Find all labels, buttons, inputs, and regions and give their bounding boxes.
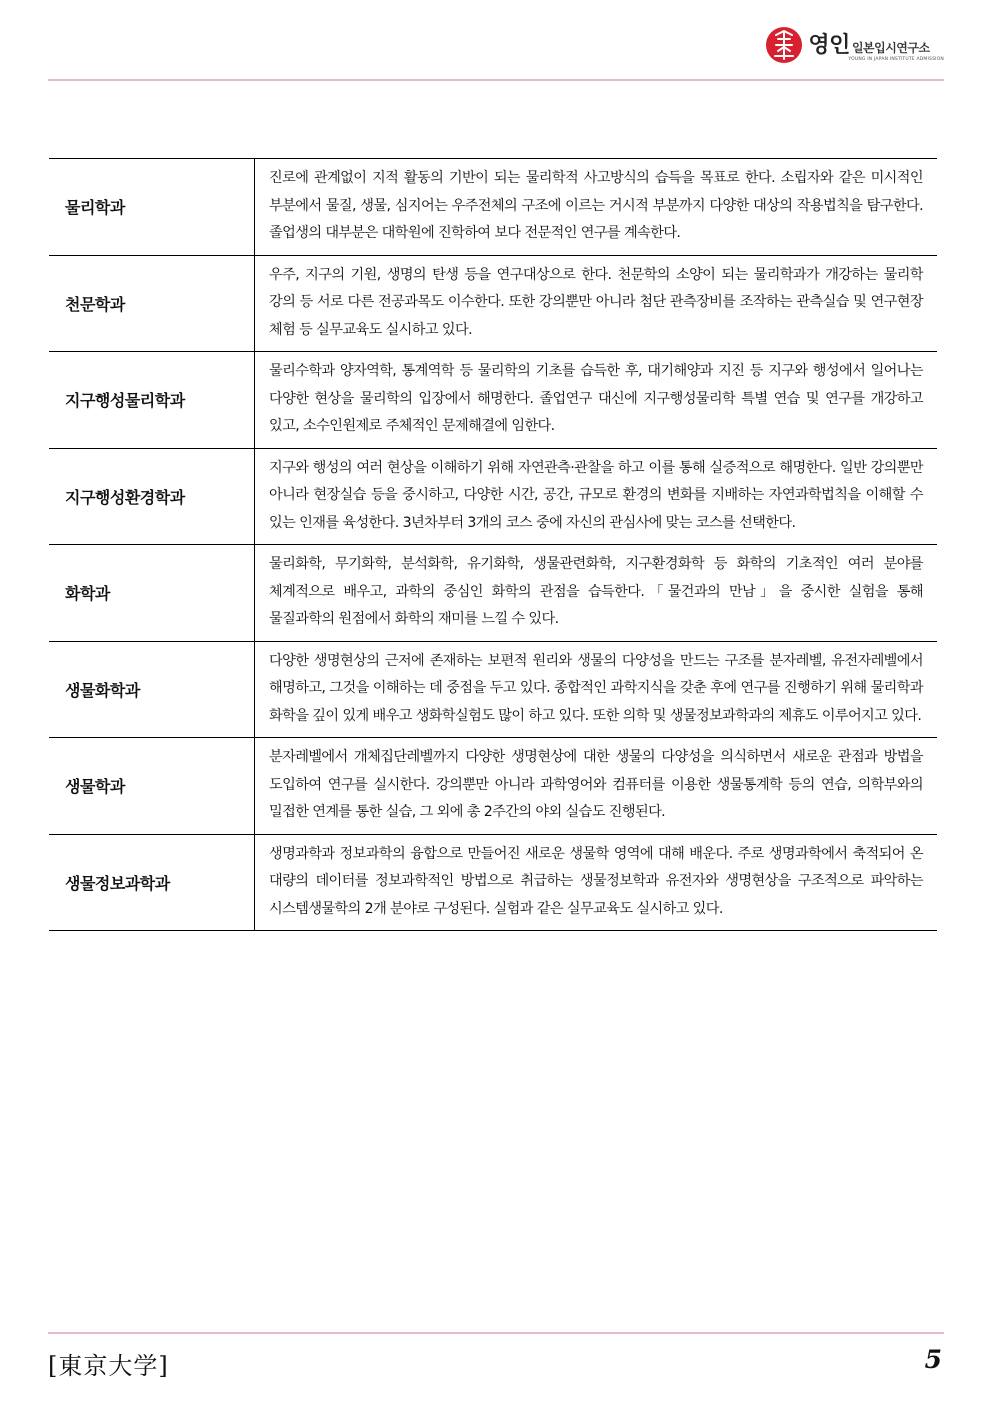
logo-text — [808, 28, 944, 62]
department-name: 물리학과 — [49, 159, 255, 256]
department-name: 생물정보과학과 — [49, 834, 255, 931]
table-row — [49, 159, 937, 256]
department-description: 물리수학과 양자역학, 통계역학 등 물리학의 기초를 습득한 후, 대기해양과 지진 등 지구와 행성에서 일어나는 다양한 현상을 물리학의 입장에서 해명한다. 졸업연구 대신에 지구행성물리학 특별 연습 및 연구를 개강하고 있고, 소수인원제로 주체적인 문제해결에 임한다. — [255, 352, 938, 449]
table-row — [49, 448, 937, 545]
department-description: 우주, 지구의 기원, 생명의 탄생 등을 연구대상으로 한다. 천문학의 소양이 되는 물리학과가 개강하는 물리학 강의 등 서로 다른 전공과목도 이수한다. 또한 강의뿐만 아니라 첨단 관측장비를 조작하는 관측실습 및 연구현장 체험 등 실무교육도 실시하고 있다. — [255, 255, 938, 352]
department-description: 지구와 행성의 여러 현상을 이해하기 위해 자연관측·관찰을 하고 이를 통해 실증적으로 해명한다. 일반 강의뿐만 아니라 현장실습 등을 중시하고, 다양한 시간, 공간, 규모로 환경의 변화를 지배하는 자연과학법칙을 이해할 수 있는 인재를 육성한다. 3년차부터 3개의 코스 중에 자신의 관심사에 맞는 코스를 선택한다. — [255, 448, 938, 545]
footer-divider — [48, 1332, 944, 1334]
header-divider — [48, 79, 944, 81]
logo-main-text: 영인 — [808, 33, 850, 58]
logo-english-text: YOUNG IN JAPAN INSTITUTE ADMISSION — [848, 57, 944, 62]
majors-table-body — [49, 159, 937, 931]
majors-table — [49, 158, 937, 931]
department-name: 지구행성물리학과 — [49, 352, 255, 449]
department-name: 천문학과 — [49, 255, 255, 352]
logo-sub-text: 일본입시연구소 — [851, 41, 930, 55]
footer-university: [東京大学] — [48, 1352, 169, 1380]
logo-seal-icon — [764, 25, 804, 65]
page-header — [48, 14, 944, 80]
department-name: 지구행성환경학과 — [49, 448, 255, 545]
table-row — [49, 641, 937, 738]
department-name: 생물화학과 — [49, 641, 255, 738]
department-description: 진로에 관계없이 지적 활동의 기반이 되는 물리학적 사고방식의 습득을 목표로 한다. 소립자와 같은 미시적인 부분에서 물질, 생물, 심지어는 우주전체의 구조에 이르는 거시적 부분까지 다양한 대상의 작용법칙을 탐구한다. 졸업생의 대부분은 대학원에 진학하여 보다 전문적인 연구를 계속한다. — [255, 159, 938, 256]
department-description: 분자레벨에서 개체집단레벨까지 다양한 생명현상에 대한 생물의 다양성을 의식하면서 새로운 관점과 방법을 도입하여 연구를 실시한다. 강의뿐만 아니라 과학영어와 컴퓨터를 이용한 생물통계학 등의 연습, 의학부와의 밀접한 연계를 통한 실습, 그 외에 총 2주간의 야외 실습도 진행된다. — [255, 738, 938, 835]
table-row — [49, 352, 937, 449]
department-description: 생명과학과 정보과학의 융합으로 만들어진 새로운 생물학 영역에 대해 배운다. 주로 생명과학에서 축적되어 온 대량의 데이터를 정보과학적인 방법으로 취급하는 생물정보학과 유전자와 생명현상을 구조적으로 파악하는 시스템생물학의 2개 분야로 구성된다. 실험과 같은 실무교육도 실시하고 있다. — [255, 834, 938, 931]
department-description: 다양한 생명현상의 근저에 존재하는 보편적 원리와 생물의 다양성을 만드는 구조를 분자레벨, 유전자레벨에서 해명하고, 그것을 이해하는 데 중점을 두고 있다. 종합적인 과학지식을 갖춘 후에 연구를 진행하기 위해 물리학과 화학을 깊이 있게 배우고 생화학실험도 많이 하고 있다. 또한 의학 및 생물정보과학과의 제휴도 이루어지고 있다. — [255, 641, 938, 738]
table-row — [49, 255, 937, 352]
table-row — [49, 545, 937, 642]
department-name: 화학과 — [49, 545, 255, 642]
department-name: 생물학과 — [49, 738, 255, 835]
brand-logo — [764, 22, 944, 68]
table-row — [49, 834, 937, 931]
page-number: 5 — [924, 1345, 942, 1374]
department-description: 물리화학, 무기화학, 분석화학, 유기화학, 생물관련화학, 지구환경화학 등 화학의 기초적인 여러 분야를 체계적으로 배우고, 과학의 중심인 화학의 관점을 습득한다.「물건과의 만남」을 중시한 실험을 통해 물질과학의 원점에서 화학의 재미를 느낄 수 있다. — [255, 545, 938, 642]
table-row — [49, 738, 937, 835]
